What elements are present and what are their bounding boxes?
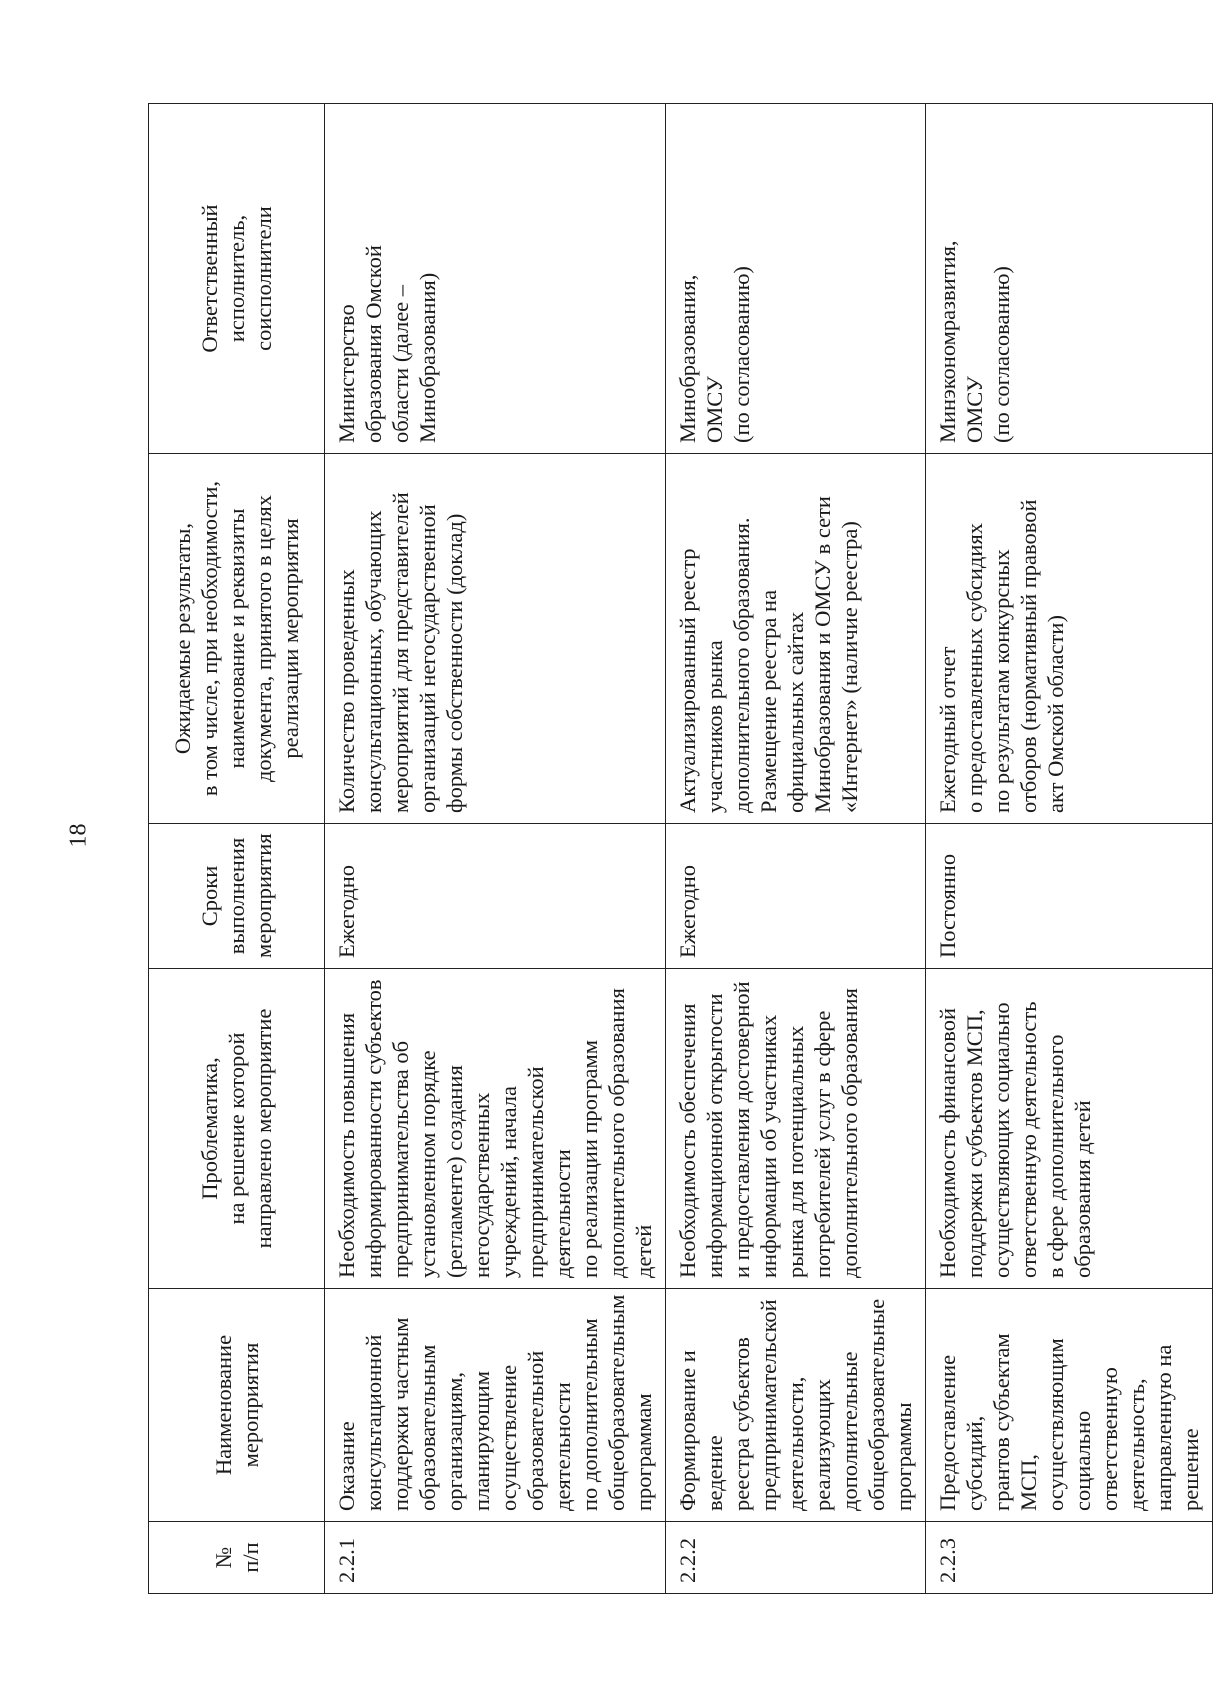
row-term: Ежегодно [666, 824, 926, 969]
table-row [325, 104, 666, 1594]
header-problem: Проблематика, на решение которой направлено мероприятие [149, 969, 325, 1289]
header-result: Ожидаемые результаты, в том числе, при необходимости, наименование и реквизиты документа, принятого в целях реализации мероприятия [149, 454, 325, 824]
document-table-container [148, 104, 1203, 1594]
page-number: 18 [65, 823, 92, 848]
row-result: Количество проведенных консультационных, обучающих мероприятий для представителей организаций негосударственной формы собственности (доклад) [325, 454, 666, 824]
header-responsible: Ответственный исполнитель, соисполнители [149, 104, 325, 454]
row-problem: Необходимость обеспечения информационной открытости и предоставления достоверной информации об участниках рынка для потенциальных потребителей услуг в сфере дополнительного образования [666, 969, 926, 1289]
row-result: Актуализированный реестр участников рынка дополнительного образования. Размещение реестра на официальных сайтах Минобразования и ОМСУ в сети «Интернет» (наличие реестра) [666, 454, 926, 824]
measures-table [148, 103, 1213, 1594]
row-responsible: Минобразования, ОМСУ (по согласованию) [666, 104, 926, 454]
row-num: 2.2.3 [926, 1522, 1213, 1594]
row-name: Оказание консультационной поддержки частным образовательным организациям, планирующим осуществление образовательной деятельности по дополнительным общеобразовательным программам [325, 1289, 666, 1522]
header-name: Наименование мероприятия [149, 1289, 325, 1522]
row-num: 2.2.1 [325, 1522, 666, 1594]
row-name: Формирование и ведение реестра субъектов предпринимательской деятельности, реализующих дополнительные общеобразовательные программы [666, 1289, 926, 1522]
row-num: 2.2.2 [666, 1522, 926, 1594]
table-row [926, 104, 1213, 1594]
row-name: Предоставление субсидий, грантов субъектам МСП, осуществляющим социально ответственную деятельность, направленную на решение [926, 1289, 1213, 1522]
row-problem: Необходимость повышения информированности субъектов предпринимательства об установленном порядке (регламенте) создания негосударственных учреждений, начала предпринимательской деятельности по реализации программ дополнительного образования детей [325, 969, 666, 1289]
table-row [666, 104, 926, 1594]
header-term: Сроки выполнения мероприятия [149, 824, 325, 969]
header-num: № п/п [149, 1522, 325, 1594]
row-responsible: Министерство образования Омской области (далее – Минобразования) [325, 104, 666, 454]
row-term: Ежегодно [325, 824, 666, 969]
row-result: Ежегодный отчет о предоставленных субсидиях по результатам конкурсных отборов (нормативный правовой акт Омской области) [926, 454, 1213, 824]
row-responsible: Минэкономразвития, ОМСУ (по согласованию) [926, 104, 1213, 454]
row-problem: Необходимость финансовой поддержки субъектов МСП, осуществляющих социально ответственную деятельность в сфере дополнительного образования детей [926, 969, 1213, 1289]
table-header-row [149, 104, 325, 1594]
row-term: Постоянно [926, 824, 1213, 969]
